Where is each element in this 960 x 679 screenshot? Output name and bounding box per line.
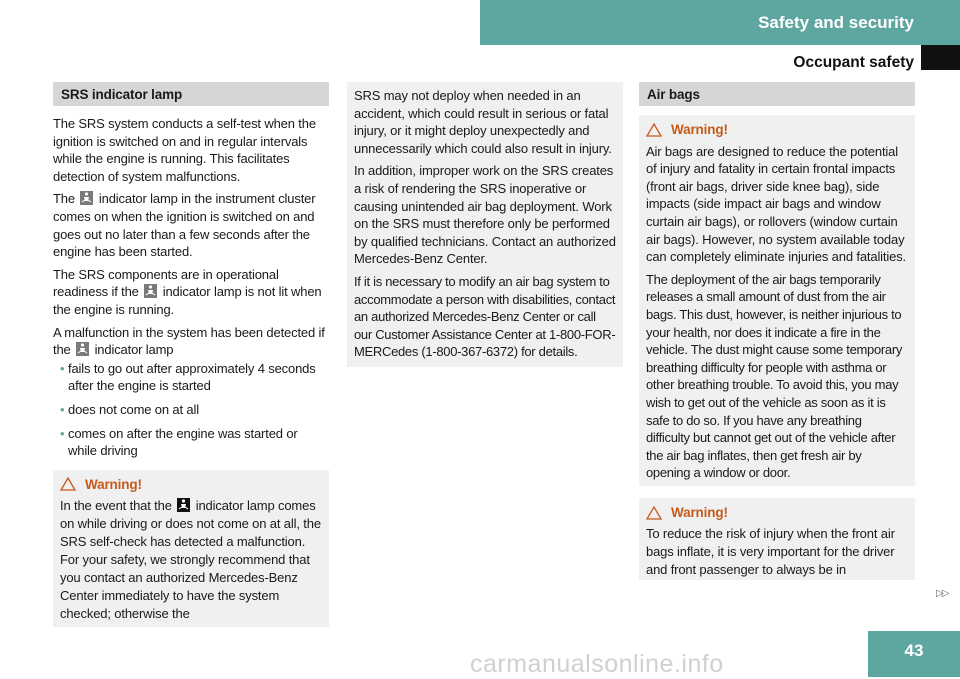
column-srs-indicator — [53, 82, 329, 627]
column-srs-continued — [347, 82, 623, 367]
warning-triangle-icon — [646, 123, 662, 137]
paragraph: If it is necessary to modify an air bag system to accommodate a person with disabilities, contact an authorized Mercedes-Benz Center or call our Customer Assistance Center at 1-800-FOR-MERCedes (1-800-367-6372) for details. — [354, 273, 616, 360]
text: The — [53, 191, 75, 207]
paragraph: The deployment of the air bags temporarily releases a small amount of dust from the air bags. This dust, however, is neither injurious to your health, nor does it indicate a fire in the vehicle. The dust might cause some temporary breathing difficulty for people with asthma or other breathing trouble. To avoid this, you may wish to get out of the vehicle as soon as it is safe to do so. If you have any breathing difficulty but cannot get out of the vehicle after the air bag inflates, then get fresh air by opening a window or door. — [646, 271, 903, 481]
section-title: Safety and security — [758, 13, 914, 32]
warning-triangle-icon — [646, 506, 662, 520]
text: indicator lamp in the instrument cluster comes on when the ignition is switched on and goes out no later than a few seconds after the engine has been started. — [53, 191, 316, 260]
list-item: • comes on after the engine was started or while driving — [60, 425, 298, 459]
warning-title: Warning! — [60, 476, 322, 494]
paragraph — [53, 266, 329, 319]
srs-indicator-icon — [80, 191, 93, 205]
text: indicator lamp is not lit when the engine is running. — [53, 284, 322, 317]
paragraph: Air bags are designed to reduce the potential of injury and fatality in certain frontal impacts (front air bags, driver side knee bag), side impacts (side impact air bags and window curtain air bags), or rollovers (window curtain air bags). However, no system available today can completely eliminate injuries and fatalities. — [646, 143, 907, 265]
chapter-tab — [921, 45, 960, 70]
paragraph: SRS may not deploy when needed in an accident, which could result in serious or fatal injury, or it might deploy unexpectedly and unnecessarily which could also result in injury. — [354, 88, 612, 156]
paragraph: The SRS system conducts a self-test when the ignition is switched on and in regular intervals while the engine is running. This facilitates detection of system malfunctions. — [53, 116, 316, 184]
text: A malfunction in the system has been detected if the — [53, 324, 325, 358]
srs-indicator-icon — [177, 498, 190, 512]
section-heading-srs: SRS indicator lamp — [53, 82, 329, 106]
warning-title: Warning! — [646, 504, 908, 522]
paragraph: In addition, improper work on the SRS creates a risk of rendering the SRS inoperative or causing unintended air bag deployment. Work on the SRS must therefore only be performed by qualified technicians. Contact an authorized Mercedes-Benz Center. — [354, 163, 616, 267]
paragraph — [53, 190, 329, 260]
srs-indicator-icon — [76, 342, 89, 356]
section-heading-air-bags: Air bags — [639, 82, 915, 106]
header-bar — [480, 0, 960, 45]
column-air-bags — [639, 82, 915, 580]
list-item: • does not come on at all — [60, 401, 199, 417]
warning-text: In the event that the indicator lamp comes on while driving or does not come on at all, the SRS self-check has detected a malfunction. For your safety, we strongly recommend that you contact an authorized Mercedes-Benz Center immediately to have the system checked; otherwise the — [60, 498, 321, 622]
warning-box-continued — [347, 82, 623, 367]
warning-title: Warning! — [646, 121, 908, 139]
text: indicator lamp — [94, 342, 174, 358]
page-number: 43 — [868, 631, 960, 677]
text: The SRS components are in operational readiness if the — [53, 266, 279, 300]
list-item: • fails to go out after approximately 4 seconds after the engine is started — [60, 360, 316, 394]
page-subtitle: Occupant safety — [793, 54, 914, 71]
warning-triangle-icon — [60, 477, 76, 491]
malfunction-list — [53, 360, 329, 460]
srs-indicator-icon — [144, 284, 157, 298]
paragraph: To reduce the risk of injury when the front air bags inflate, it is very important for the driver and front passenger to always be in — [646, 526, 895, 577]
paragraph — [53, 324, 329, 359]
continue-arrow-icon: ▷▷ — [936, 588, 948, 599]
warning-box-air-bags — [639, 115, 915, 486]
watermark: carmanualsonline.info — [470, 650, 724, 678]
warning-box-front-air-bags — [639, 498, 915, 580]
warning-box-srs — [53, 470, 329, 628]
